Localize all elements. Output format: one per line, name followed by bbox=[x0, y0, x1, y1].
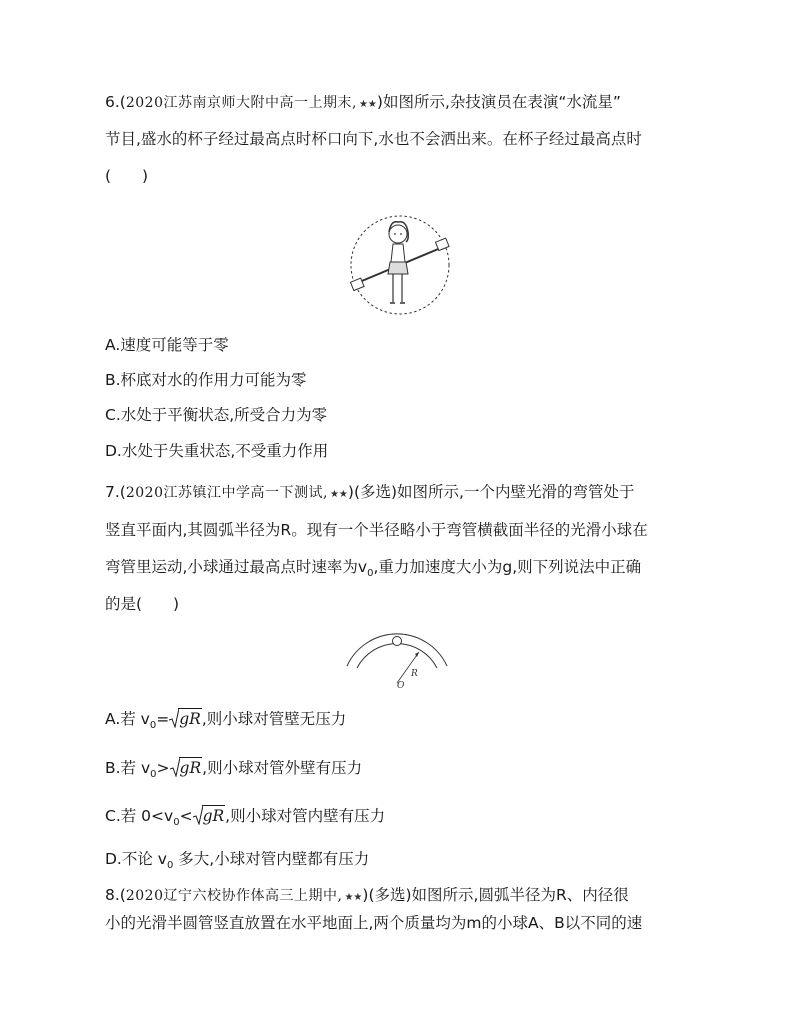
q6-line-2: 节目,盛水的杯子经过最高点时杯口向下,水也不会洒出来。在杯子经过最高点时 bbox=[105, 130, 642, 148]
difficulty-stars-icon: ★★ bbox=[358, 99, 377, 110]
water-meteor-figure bbox=[335, 210, 465, 318]
bent-tube-figure bbox=[345, 628, 450, 690]
q7-line-1: 7.(2020江苏镇江中学高一下测试, ★★)(多选)如图所示,一个内壁光滑的弯管处于 bbox=[105, 483, 635, 501]
q8-line-2: 小的光滑半圆管竖直放置在水平地面上,两个质量均为m的小球A、B以不同的速 bbox=[105, 914, 643, 932]
q6-line-1: 6.(2020江苏南京师大附中高一上期末, ★★)如图所示,杂技演员在表演“水流星” bbox=[105, 93, 621, 111]
q8-line-1: 8.(2020辽宁六校协作体高三上期中, ★★)(多选)如图所示,圆弧半径为R、内径很 bbox=[105, 886, 629, 904]
radius-label: R bbox=[411, 669, 418, 679]
q6-number: 6. bbox=[105, 93, 120, 111]
q7-line-3: 弯管里运动,小球通过最高点时速率为$v_0$,重力加速度大小为g,则下列说法中正确 bbox=[105, 558, 642, 580]
q7-option-c: C.若 $0<v_0<$ gR,则小球对管内壁有压力 bbox=[105, 807, 386, 829]
q6-option-a: A.速度可能等于零 bbox=[105, 336, 229, 354]
q7-line-4: 的是( ) bbox=[105, 595, 180, 613]
sqrt-gr: gR bbox=[193, 805, 226, 826]
q7-option-d: D.不论 $v_0$ 多大,小球对管内壁都有压力 bbox=[105, 850, 370, 872]
q6-option-c: C.水处于平衡状态,所受合力为零 bbox=[105, 406, 328, 424]
q7-option-b: B.若 $v_0>$ gR,则小球对管外壁有压力 bbox=[105, 759, 363, 781]
q6-option-d: D.水处于失重状态,不受重力作用 bbox=[105, 442, 329, 460]
center-label: O bbox=[397, 681, 405, 690]
sqrt-gr: gR bbox=[170, 757, 203, 778]
q6-answer-blank: ( ) bbox=[105, 167, 149, 185]
q6-option-b: B.杯底对水的作用力可能为零 bbox=[105, 371, 307, 389]
sqrt-gr: gR bbox=[169, 708, 202, 729]
q8-source: 2020辽宁六校协作体高三上期中, bbox=[125, 888, 343, 904]
q6-source: 2020江苏南京师大附中高一上期末, bbox=[125, 95, 357, 111]
q7-option-a: A.若 $v_0=$ gR,则小球对管壁无压力 bbox=[105, 710, 347, 732]
q7-line-2: 竖直平面内,其圆弧半径为R。现有一个半径略小于弯管横截面半径的光滑小球在 bbox=[105, 521, 648, 539]
difficulty-stars-icon: ★★ bbox=[329, 489, 348, 500]
q7-number: 7. bbox=[105, 483, 120, 501]
q8-number: 8. bbox=[105, 886, 120, 904]
difficulty-stars-icon: ★★ bbox=[344, 892, 363, 903]
q7-source: 2020江苏镇江中学高一下测试, bbox=[125, 485, 328, 501]
